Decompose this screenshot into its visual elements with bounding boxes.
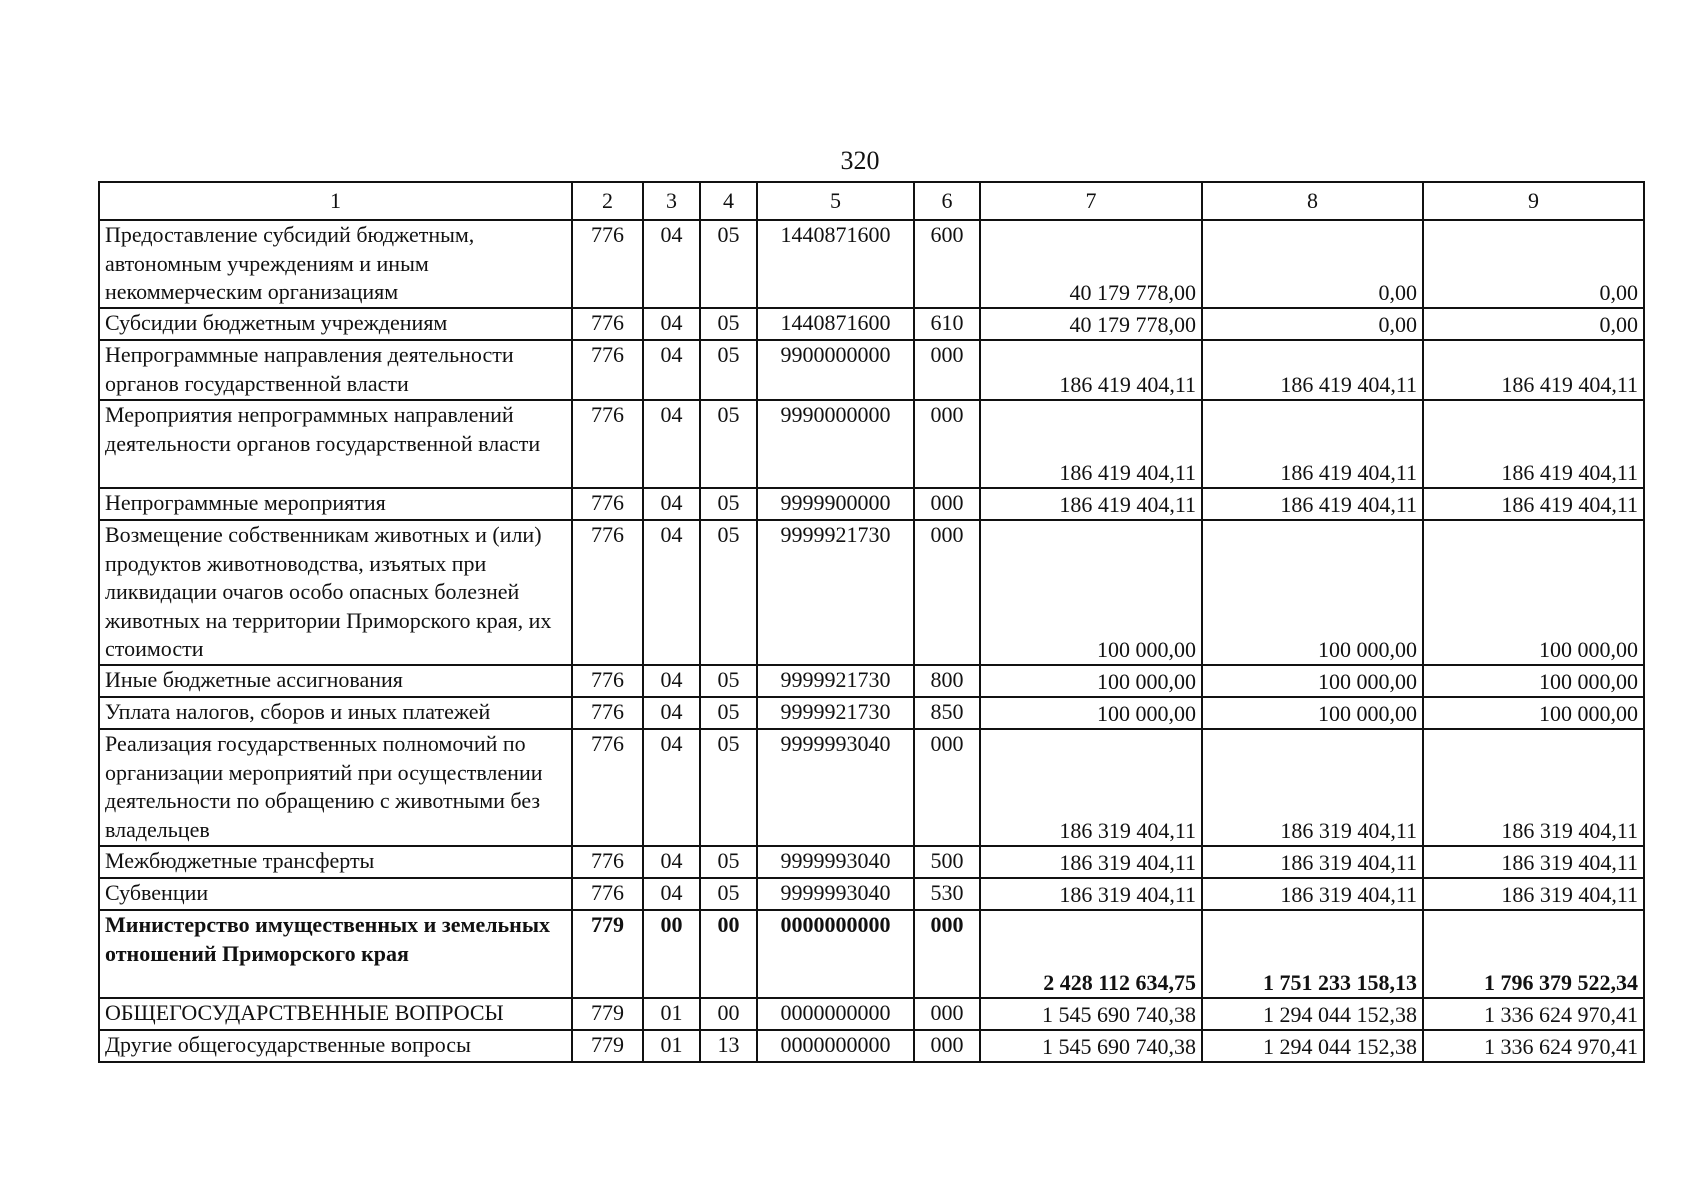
item-name: Непрограммные мероприятия [99, 488, 572, 520]
target-article-code: 9900000000 [757, 340, 914, 400]
item-name: Межбюджетные трансферты [99, 846, 572, 878]
expense-type-code: 000 [914, 520, 980, 665]
amount-col8: 100 000,00 [1202, 697, 1423, 729]
amount-col9: 0,00 [1423, 220, 1644, 308]
column-header: 6 [914, 182, 980, 220]
amount-col9: 186 319 404,11 [1423, 846, 1644, 878]
ministry-code: 776 [572, 878, 643, 910]
page-number: 320 [840, 146, 880, 175]
table-row [99, 340, 1644, 400]
item-name: Мероприятия непрограммных направлений деятельности органов государственной власти [99, 400, 572, 488]
amount-col7: 186 419 404,11 [980, 488, 1202, 520]
column-header: 9 [1423, 182, 1644, 220]
expense-type-code: 000 [914, 998, 980, 1030]
subsection-code: 05 [700, 697, 757, 729]
section-code: 01 [643, 998, 700, 1030]
table-row [99, 729, 1644, 846]
amount-col8: 186 419 404,11 [1202, 340, 1423, 400]
amount-col9: 100 000,00 [1423, 697, 1644, 729]
amount-col7: 100 000,00 [980, 520, 1202, 665]
amount-col8: 1 294 044 152,38 [1202, 998, 1423, 1030]
amount-col9: 186 319 404,11 [1423, 878, 1644, 910]
section-code: 04 [643, 400, 700, 488]
amount-col7: 186 319 404,11 [980, 729, 1202, 846]
section-code: 04 [643, 665, 700, 697]
subsection-code: 05 [700, 520, 757, 665]
amount-col8: 186 419 404,11 [1202, 400, 1423, 488]
amount-col7: 1 545 690 740,38 [980, 998, 1202, 1030]
item-name: Реализация государственных полномочий по организации мероприятий при осуществлении деятельности по обращению с животными без владельцев [99, 729, 572, 846]
section-code: 04 [643, 520, 700, 665]
target-article-code: 0000000000 [757, 1030, 914, 1062]
table-header-row [99, 182, 1644, 220]
subsection-code: 05 [700, 220, 757, 308]
amount-col9: 1 336 624 970,41 [1423, 998, 1644, 1030]
amount-col8: 0,00 [1202, 220, 1423, 308]
amount-col7: 186 419 404,11 [980, 400, 1202, 488]
ministry-code: 776 [572, 400, 643, 488]
amount-col8: 1 294 044 152,38 [1202, 1030, 1423, 1062]
expense-type-code: 850 [914, 697, 980, 729]
section-code: 04 [643, 729, 700, 846]
column-header: 8 [1202, 182, 1423, 220]
section-code: 01 [643, 1030, 700, 1062]
section-code: 04 [643, 220, 700, 308]
ministry-code: 779 [572, 1030, 643, 1062]
expense-type-code: 000 [914, 488, 980, 520]
item-name: Уплата налогов, сборов и иных платежей [99, 697, 572, 729]
amount-col7: 186 419 404,11 [980, 340, 1202, 400]
subsection-code: 05 [700, 878, 757, 910]
expense-type-code: 000 [914, 1030, 980, 1062]
amount-col7: 2 428 112 634,75 [980, 910, 1202, 998]
target-article-code: 1440871600 [757, 220, 914, 308]
subsection-code: 13 [700, 1030, 757, 1062]
amount-col9: 186 319 404,11 [1423, 729, 1644, 846]
expense-type-code: 600 [914, 220, 980, 308]
target-article-code: 9999993040 [757, 878, 914, 910]
ministry-code: 779 [572, 910, 643, 998]
item-name: Возмещение собственникам животных и (или) продуктов животноводства, изъятых при ликвидации очагов особо опасных болезней животных на территории Приморского края, их стоимости [99, 520, 572, 665]
expense-type-code: 800 [914, 665, 980, 697]
amount-col8: 186 419 404,11 [1202, 488, 1423, 520]
section-code: 04 [643, 697, 700, 729]
expense-type-code: 500 [914, 846, 980, 878]
expense-type-code: 000 [914, 400, 980, 488]
target-article-code: 9990000000 [757, 400, 914, 488]
target-article-code: 9999900000 [757, 488, 914, 520]
table-row [99, 1030, 1644, 1062]
subsection-code: 05 [700, 308, 757, 340]
amount-col7: 1 545 690 740,38 [980, 1030, 1202, 1062]
amount-col8: 1 751 233 158,13 [1202, 910, 1423, 998]
expense-type-code: 000 [914, 340, 980, 400]
amount-col9: 100 000,00 [1423, 520, 1644, 665]
item-name: ОБЩЕГОСУДАРСТВЕННЫЕ ВОПРОСЫ [99, 998, 572, 1030]
table-row [99, 846, 1644, 878]
ministry-code: 776 [572, 665, 643, 697]
table-row [99, 308, 1644, 340]
ministry-code: 776 [572, 308, 643, 340]
amount-col9: 100 000,00 [1423, 665, 1644, 697]
ministry-code: 776 [572, 729, 643, 846]
column-header: 5 [757, 182, 914, 220]
amount-col8: 100 000,00 [1202, 520, 1423, 665]
table-row [99, 697, 1644, 729]
ministry-code: 779 [572, 998, 643, 1030]
item-name: Субвенции [99, 878, 572, 910]
subsection-code: 00 [700, 910, 757, 998]
section-code: 04 [643, 488, 700, 520]
amount-col9: 0,00 [1423, 308, 1644, 340]
target-article-code: 9999993040 [757, 846, 914, 878]
expense-type-code: 000 [914, 910, 980, 998]
table-row [99, 910, 1644, 998]
section-code: 04 [643, 308, 700, 340]
expense-type-code: 610 [914, 308, 980, 340]
item-name: Другие общегосударственные вопросы [99, 1030, 572, 1062]
amount-col7: 40 179 778,00 [980, 308, 1202, 340]
amount-col9: 186 419 404,11 [1423, 488, 1644, 520]
target-article-code: 9999921730 [757, 665, 914, 697]
target-article-code: 1440871600 [757, 308, 914, 340]
amount-col9: 1 336 624 970,41 [1423, 1030, 1644, 1062]
target-article-code: 0000000000 [757, 910, 914, 998]
section-code: 04 [643, 878, 700, 910]
target-article-code: 9999993040 [757, 729, 914, 846]
ministry-code: 776 [572, 846, 643, 878]
column-header: 2 [572, 182, 643, 220]
subsection-code: 05 [700, 400, 757, 488]
subsection-code: 00 [700, 998, 757, 1030]
section-code: 04 [643, 340, 700, 400]
item-name: Субсидии бюджетным учреждениям [99, 308, 572, 340]
amount-col7: 100 000,00 [980, 665, 1202, 697]
section-code: 04 [643, 846, 700, 878]
table-row [99, 400, 1644, 488]
expense-type-code: 000 [914, 729, 980, 846]
amount-col8: 0,00 [1202, 308, 1423, 340]
amount-col9: 1 796 379 522,34 [1423, 910, 1644, 998]
item-name: Непрограммные направления деятельности органов государственной власти [99, 340, 572, 400]
column-header: 7 [980, 182, 1202, 220]
item-name: Министерство имущественных и земельных отношений Приморского края [99, 910, 572, 998]
table-row [99, 998, 1644, 1030]
subsection-code: 05 [700, 729, 757, 846]
ministry-code: 776 [572, 520, 643, 665]
target-article-code: 0000000000 [757, 998, 914, 1030]
ministry-code: 776 [572, 220, 643, 308]
subsection-code: 05 [700, 340, 757, 400]
table-row [99, 220, 1644, 308]
expense-type-code: 530 [914, 878, 980, 910]
amount-col9: 186 419 404,11 [1423, 340, 1644, 400]
item-name: Предоставление субсидий бюджетным, автономным учреждениям и иным некоммерческим организациям [99, 220, 572, 308]
amount-col8: 100 000,00 [1202, 665, 1423, 697]
item-name: Иные бюджетные ассигнования [99, 665, 572, 697]
target-article-code: 9999921730 [757, 520, 914, 665]
table-row [99, 878, 1644, 910]
subsection-code: 05 [700, 665, 757, 697]
amount-col9: 186 419 404,11 [1423, 400, 1644, 488]
amount-col7: 100 000,00 [980, 697, 1202, 729]
amount-col7: 186 319 404,11 [980, 878, 1202, 910]
ministry-code: 776 [572, 488, 643, 520]
column-header: 1 [99, 182, 572, 220]
target-article-code: 9999921730 [757, 697, 914, 729]
column-header: 4 [700, 182, 757, 220]
column-header: 3 [643, 182, 700, 220]
subsection-code: 05 [700, 488, 757, 520]
subsection-code: 05 [700, 846, 757, 878]
amount-col8: 186 319 404,11 [1202, 846, 1423, 878]
table-row [99, 488, 1644, 520]
amount-col7: 40 179 778,00 [980, 220, 1202, 308]
table-row [99, 520, 1644, 665]
amount-col8: 186 319 404,11 [1202, 878, 1423, 910]
amount-col8: 186 319 404,11 [1202, 729, 1423, 846]
table-row [99, 665, 1644, 697]
ministry-code: 776 [572, 697, 643, 729]
amount-col7: 186 319 404,11 [980, 846, 1202, 878]
section-code: 00 [643, 910, 700, 998]
budget-table [98, 181, 1645, 1063]
ministry-code: 776 [572, 340, 643, 400]
